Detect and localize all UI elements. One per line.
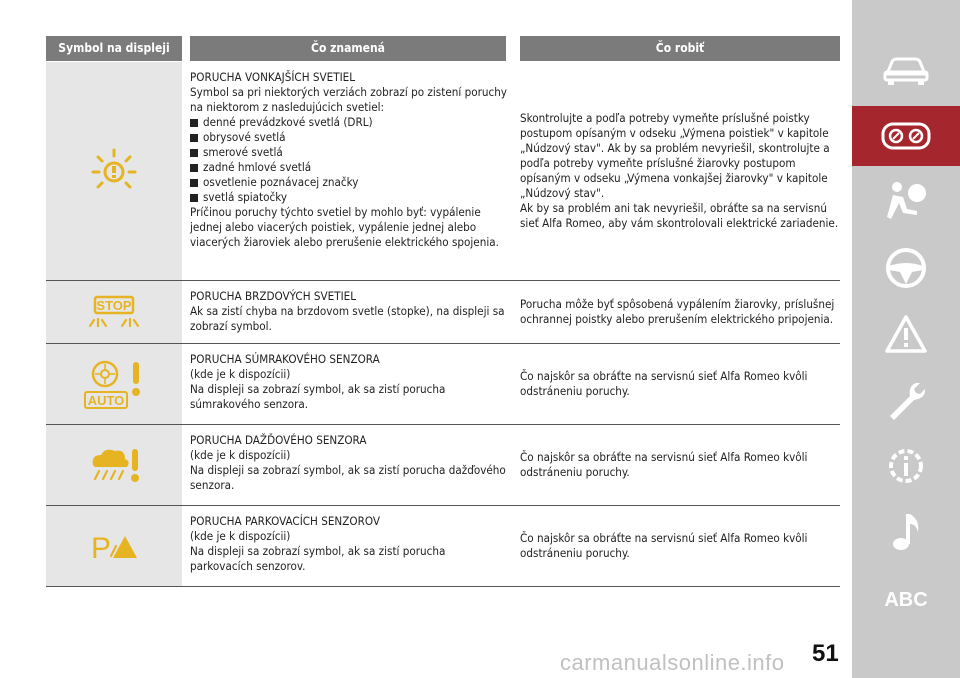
symbol-cell	[46, 281, 182, 343]
table-row	[46, 281, 840, 344]
action-text: Skontrolujte a podľa potreby vymeňte príslušné poistky postupom opísaným v odseku „Výmena poistiek" v kapitole „Núdzový stav". Ak by sa problém nevyriešil, skontrolujte a podľa potreby vymeňte príslušné žiarovky postupom opísaným v odseku „Výmena vonkajšej žiarovky" v kapitole „Núdzový stav".	[520, 111, 830, 200]
sidebar-item-warnings[interactable]	[852, 304, 960, 364]
action-cell	[520, 281, 842, 343]
list-item: osvetlenie poznávacej značky	[190, 175, 510, 190]
wrench-icon	[884, 378, 928, 422]
row-text: Na displeji sa zobrazí symbol, ak sa zistí porucha súmrakového senzora.	[190, 382, 446, 411]
warning-triangle-icon	[884, 314, 928, 354]
header-action: Čo robiť	[520, 36, 840, 61]
svg-text:STOP: STOP	[96, 298, 132, 313]
bullet-square-icon	[190, 119, 198, 127]
meaning-cell	[190, 62, 510, 280]
action-cell	[520, 506, 842, 586]
row-subtitle: (kde je k dispozícii)	[190, 529, 291, 543]
sidebar-item-safety[interactable]	[852, 172, 960, 232]
dashboard-icon	[881, 121, 931, 151]
bullet-square-icon	[190, 149, 198, 157]
row-text: Symbol sa pri niektorých verziách zobrazí po zistení poruchy na niektorom z nasledujúcich svetiel:	[190, 85, 507, 114]
row-text: Ak sa zistí chyba na brzdovom svetle (stopke), na displeji sa zobrazí symbol.	[190, 304, 505, 333]
sidebar-item-emergency[interactable]	[852, 370, 960, 430]
sidebar-item-dashboard[interactable]	[852, 106, 960, 166]
list-item: denné prevádzkové svetlá (DRL)	[190, 115, 510, 130]
table-row	[46, 425, 840, 506]
table-row	[46, 344, 840, 425]
action-cell	[520, 344, 842, 424]
row-text: Na displeji sa zobrazí symbol, ak sa zistí porucha parkovacích senzorov.	[190, 544, 446, 573]
watermark: carmanualsonline.info	[560, 650, 785, 675]
action-cell	[520, 425, 842, 505]
list-item: smerové svetlá	[190, 145, 510, 160]
exterior-light-fault-icon	[89, 146, 139, 196]
action-text: Čo najskôr sa obráťte na servisnú sieť Alfa Romeo kvôli odstráneniu poruchy.	[520, 450, 808, 479]
sidebar-item-driving[interactable]	[852, 238, 960, 298]
parking-sensor-fault-icon	[89, 530, 139, 562]
row-title: PORUCHA BRZDOVÝCH SVETIEL	[190, 289, 357, 303]
symbol-cell	[46, 62, 182, 280]
action-text: Čo najskôr sa obráťte na servisnú sieť Alfa Romeo kvôli odstráneniu poruchy.	[520, 369, 808, 398]
dusk-sensor-fault-icon	[83, 358, 145, 410]
row-subtitle: (kde je k dispozícii)	[190, 367, 291, 381]
header-meaning: Čo znamená	[190, 36, 506, 61]
row-title: PORUCHA SÚMRAKOVÉHO SENZORA	[190, 352, 380, 366]
list-item: obrysové svetlá	[190, 130, 510, 145]
action-text: Ak by sa problém ani tak nevyriešil, obráťte sa na servisnú sieť Alfa Romeo, aby vám skontrolovali elektrické zariadenie.	[520, 201, 839, 230]
bullet-square-icon	[190, 134, 198, 142]
car-icon	[883, 54, 929, 86]
svg-text:AUTO: AUTO	[87, 393, 125, 408]
action-text: Porucha môže byť spôsobená vypálením žiarovky, príslušnej ochrannej poistky alebo prerušením elektrického pripojenia.	[520, 297, 835, 326]
symbol-cell	[46, 344, 182, 424]
service-gear-icon	[884, 444, 928, 488]
bullet-square-icon	[190, 179, 198, 187]
stop-light-fault-icon	[86, 295, 142, 329]
airbag-icon	[883, 179, 929, 225]
row-title: PORUCHA VONKAJŠÍCH SVETIEL	[190, 70, 356, 84]
sidebar-item-car[interactable]	[852, 40, 960, 100]
symbol-cell	[46, 506, 182, 586]
svg-text:P: P	[91, 532, 112, 562]
list-item: svetlá spiatočky	[190, 190, 510, 205]
rain-sensor-fault-icon	[87, 445, 141, 485]
sidebar-item-multimedia[interactable]	[852, 502, 960, 562]
row-text: Na displeji sa zobrazí symbol, ak sa zistí porucha dažďového senzora.	[190, 463, 506, 492]
bullet-square-icon	[190, 164, 198, 172]
row-subtitle: (kde je k dispozícii)	[190, 448, 291, 462]
action-text: Čo najskôr sa obráťte na servisnú sieť Alfa Romeo kvôli odstráneniu poruchy.	[520, 531, 808, 560]
row-text-cause: Príčinou poruchy týchto svetiel by mohlo byť: vypálenie jednej alebo viacerých poistiek, vypálenie jednej alebo viacerých žiaroviek alebo prerušenie elektrického spojenia.	[190, 205, 499, 249]
page-number: 51	[812, 640, 839, 667]
symbol-cell	[46, 425, 182, 505]
sidebar-item-service[interactable]	[852, 436, 960, 496]
bullet-square-icon	[190, 194, 198, 202]
meaning-cell	[190, 425, 510, 505]
meaning-cell	[190, 506, 510, 586]
music-note-icon	[888, 510, 924, 554]
action-cell	[520, 62, 842, 280]
abc-index-label: ABC	[884, 588, 928, 611]
chapter-sidebar	[852, 0, 960, 678]
list-item: zadné hmlové svetlá	[190, 160, 510, 175]
sidebar-item-index[interactable]	[852, 570, 960, 630]
table-row	[46, 506, 840, 587]
meaning-cell	[190, 281, 510, 343]
row-title: PORUCHA DAŽĎOVÉHO SENZORA	[190, 433, 367, 447]
table-row	[46, 62, 840, 281]
row-title: PORUCHA PARKOVACÍCH SENZOROV	[190, 514, 380, 528]
meaning-cell	[190, 344, 510, 424]
header-symbol: Symbol na displeji	[46, 36, 182, 61]
steering-wheel-icon	[884, 246, 928, 290]
